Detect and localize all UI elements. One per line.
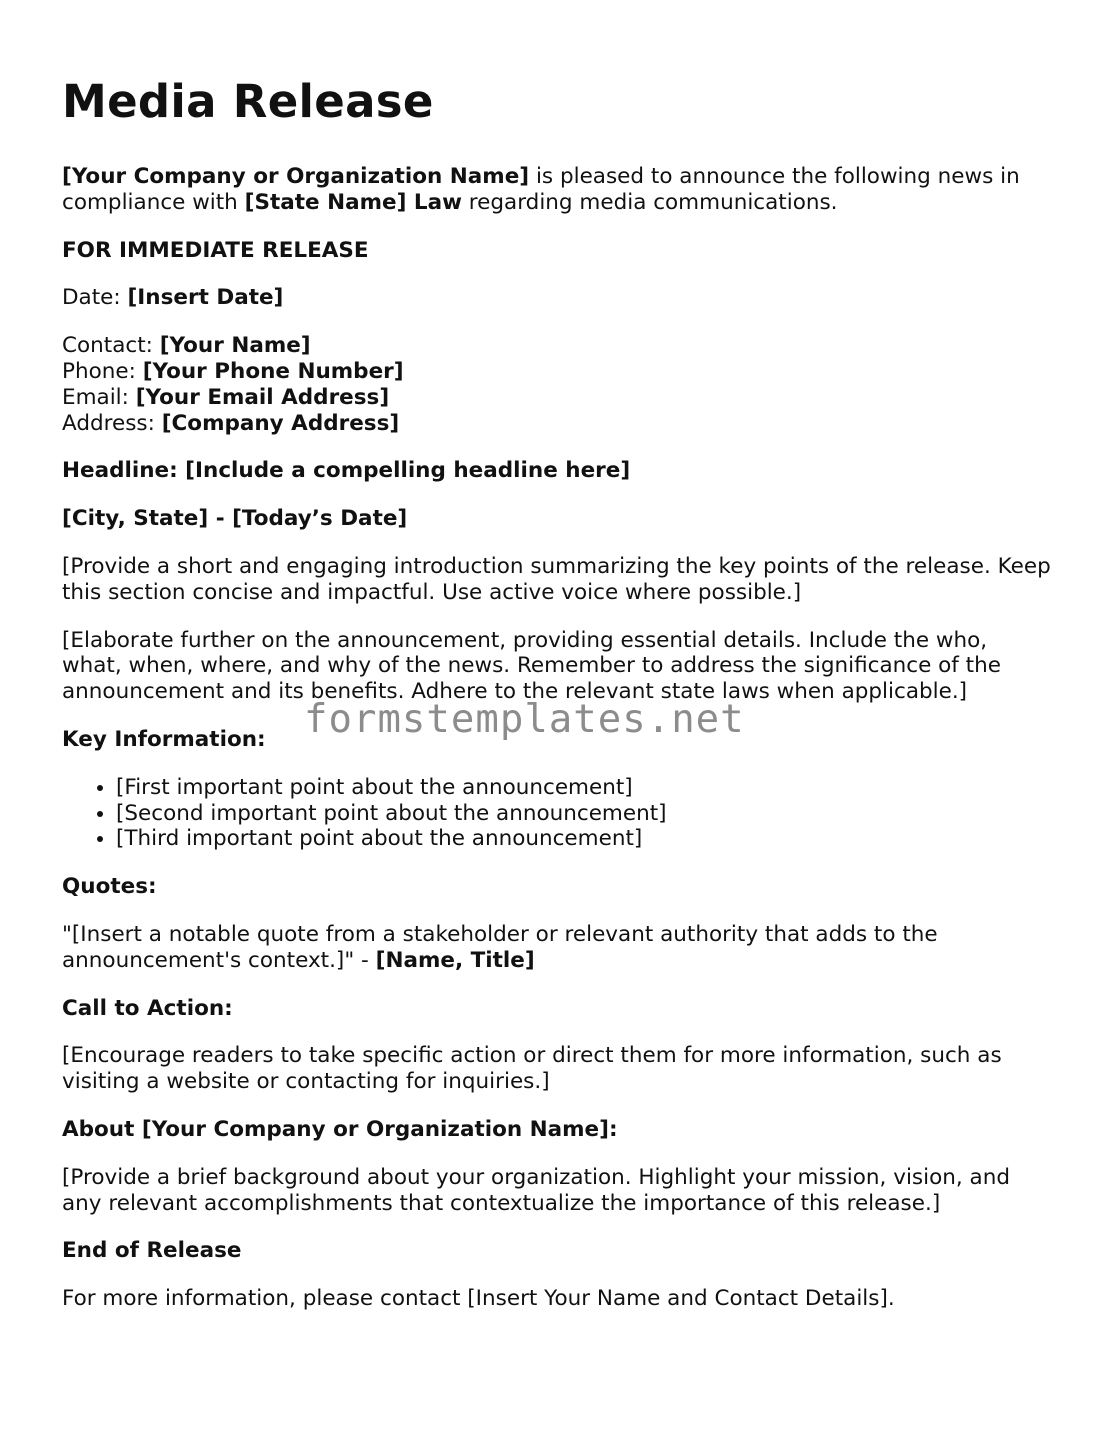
contact-value: [Your Name]: [159, 333, 311, 359]
quote-text: "[Insert a notable quote from a stakeholder or relevant authority that adds to the announcement's context.]" -: [62, 921, 938, 973]
dateline: [City, State] - [Today’s Date]: [62, 506, 408, 532]
date-value: [Insert Date]: [127, 285, 284, 311]
list-item: • [First important point about the announcement]: [116, 775, 1052, 801]
key-information-list: [62, 775, 1052, 852]
address-value: [Company Address]: [161, 410, 400, 436]
phone-value: [Your Phone Number]: [142, 358, 404, 384]
quote-attribution: [Name, Title]: [375, 947, 535, 973]
release-label: FOR IMMEDIATE RELEASE: [62, 237, 369, 263]
list-item: • [Third important point about the announcement]: [116, 826, 1052, 852]
list-item: • [Second important point about the announcement]: [116, 801, 1052, 827]
about-text: [Provide a brief background about your organization. Highlight your mission, vision, and any relevant accomplishments that contextualize the importance of this release.]: [62, 1164, 1010, 1216]
address-label: Address:: [62, 410, 162, 436]
call-to-action-text: [Encourage readers to take specific action or direct them for more information, such as visiting a website or contacting for inquiries.]: [62, 1043, 1002, 1095]
call-to-action-heading: Call to Action:: [62, 995, 233, 1021]
intro-paragraph: [62, 164, 1052, 216]
about-heading: About [Your Company or Organization Name]:: [62, 1116, 618, 1142]
details-paragraph: [Elaborate further on the announcement, providing essential details. Include the who, what, when, where, and why of the news. Remember to address the significance of the announcement and its benefits. Adhere to the relevant state laws when applicable.]: [62, 627, 1001, 705]
contact-block: [62, 333, 1052, 436]
email-value: [Your Email Address]: [135, 384, 390, 410]
intro-text-2: regarding media communications.: [461, 189, 838, 215]
email-label: Email:: [62, 384, 136, 410]
date-line: [62, 285, 1052, 311]
intro-summary-paragraph: [Provide a short and engaging introduction summarizing the key points of the release. Keep this section concise and impactful. Use active voice where possible.]: [62, 553, 1051, 605]
page-title: Media Release: [62, 75, 434, 128]
watermark: formstemplates.net: [304, 697, 745, 742]
intro-text-1: is pleased to announce the following news in compliance with: [62, 164, 1020, 215]
quote-paragraph: [62, 922, 1052, 974]
end-of-release-heading: End of Release: [62, 1238, 242, 1264]
date-label: Date:: [62, 285, 128, 311]
key-information-heading: Key Information:: [62, 726, 266, 752]
headline: Headline: [Include a compelling headline here]: [62, 458, 631, 484]
quotes-heading: Quotes:: [62, 874, 157, 900]
company-name-placeholder: [Your Company or Organization Name]: [62, 164, 530, 189]
closing-text: For more information, please contact [Insert Your Name and Contact Details].: [62, 1286, 895, 1312]
state-law-placeholder: [State Name] Law: [244, 189, 462, 215]
phone-label: Phone:: [62, 358, 143, 384]
contact-label: Contact:: [62, 333, 160, 359]
